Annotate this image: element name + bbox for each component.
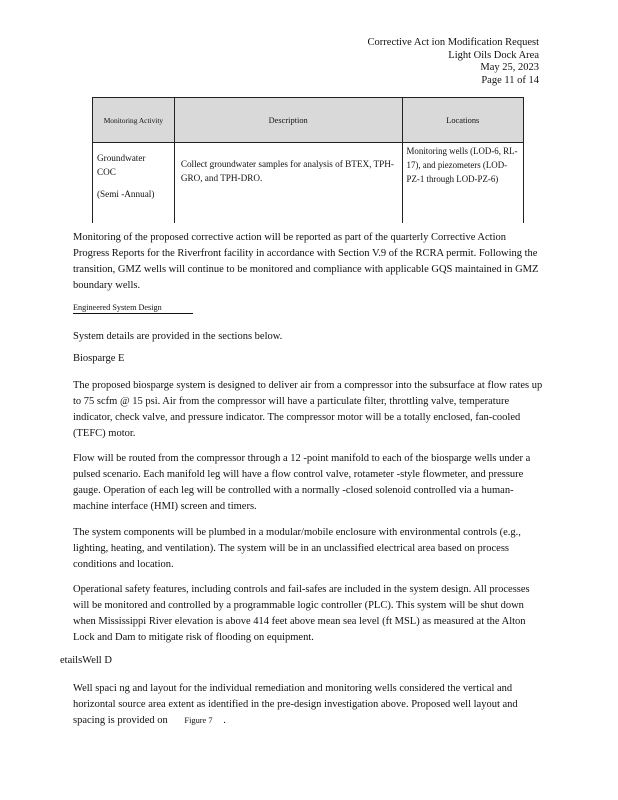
well-details-heading: etailsWell D [60,655,112,666]
biosparge-paragraph-3: The system components will be plumbed in a modular/mobile enclosure with environmental controls (e.g., lighting, heating, and ventilation). The system will be in an unclassified electrical area based on process conditions and location. [73,527,521,570]
monitoring-table [92,97,524,223]
engineered-system-heading [73,302,193,314]
biosparge-paragraph-1: The proposed biosparge system is designed to deliver air from a compressor into the subsurface at flow rates up to 75 scfm @ 15 psi. Air from the compressor will have a particulate filter, throttling valve, temperature indicator, check valve, and pressure indicator. The compressor motor will be a totally enclosed, fan-cooled (TEFC) motor. [73,380,543,439]
header-cell-locations: Locations [402,98,523,143]
cell-description: Collect groundwater samples for analysis of BTEX, TPH-GRO, and TPH-DRO. [174,143,402,224]
page-header [368,37,539,87]
activity-line: (Semi -Annual) [97,189,155,199]
figure-7-reference[interactable]: Figure 7 [184,716,213,725]
header-cell-activity: Monitoring Activity [93,98,175,143]
header-date: May 25, 2023 [480,62,539,74]
well-paragraph [73,681,543,729]
activity-line: COC [97,167,116,177]
biosparge-heading: Biosparge E [73,353,125,364]
cell-activity [93,143,175,224]
table-header-row [93,98,524,143]
header-area: Light Oils Dock Area [448,49,539,61]
well-paragraph-text: Well spaci ng and layout for the individual remediation and monitoring wells considered the vertical and horizontal source area extent as identified in the pre-design investigation above. Proposed well layout and spacing is provided on [73,683,518,726]
biosparge-paragraph-2: Flow will be routed from the compressor through a 12 -point manifold to each of the biosparge wells under a pulsed scenario. Each manifold leg will have a flow control valve, rotameter -style flowmeter, and pressure gauge. Operation of each leg will be controlled with a normally -closed solenoid controlled via a human-machine interface (HMI) screen and timers. [73,453,531,512]
well-paragraph-end: . [223,715,226,726]
system-details-paragraph: System details are provided in the sections below. [73,331,283,342]
header-page-number: Page 11 of 14 [481,74,539,86]
biosparge-paragraph-4: Operational safety features, including controls and fail-safes are included in the system design. All processes will be monitored and controlled by a programmable logic controller (PLC). This system will be shut down when Mississippi River elevation is above 414 feet above mean sea level (ft MSL) as measured at the Alton Lock and Dam to mitigate risk of flooding on equipment. [73,584,530,643]
header-cell-description: Description [174,98,402,143]
activity-line: Groundwater [97,153,146,163]
monitoring-paragraph: Monitoring of the proposed corrective action will be reported as part of the quarterly Corrective Action Progress Reports for the Riverfront facility in accordance with Section V.9 of the RCRA permit. Following the transition, GMZ wells will continue to be monitored and compliance with applicable GQS maintained in GMZ boundary wells. [73,232,539,291]
engineered-system-heading-text: Engineered System Design [73,303,162,312]
header-title: Corrective Act ion Modification Request [367,37,539,48]
cell-locations: Monitoring wells (LOD-6, RL-17), and piezometers (LOD-PZ-1 through LOD-PZ-6) [402,143,523,224]
table-row [93,143,524,224]
